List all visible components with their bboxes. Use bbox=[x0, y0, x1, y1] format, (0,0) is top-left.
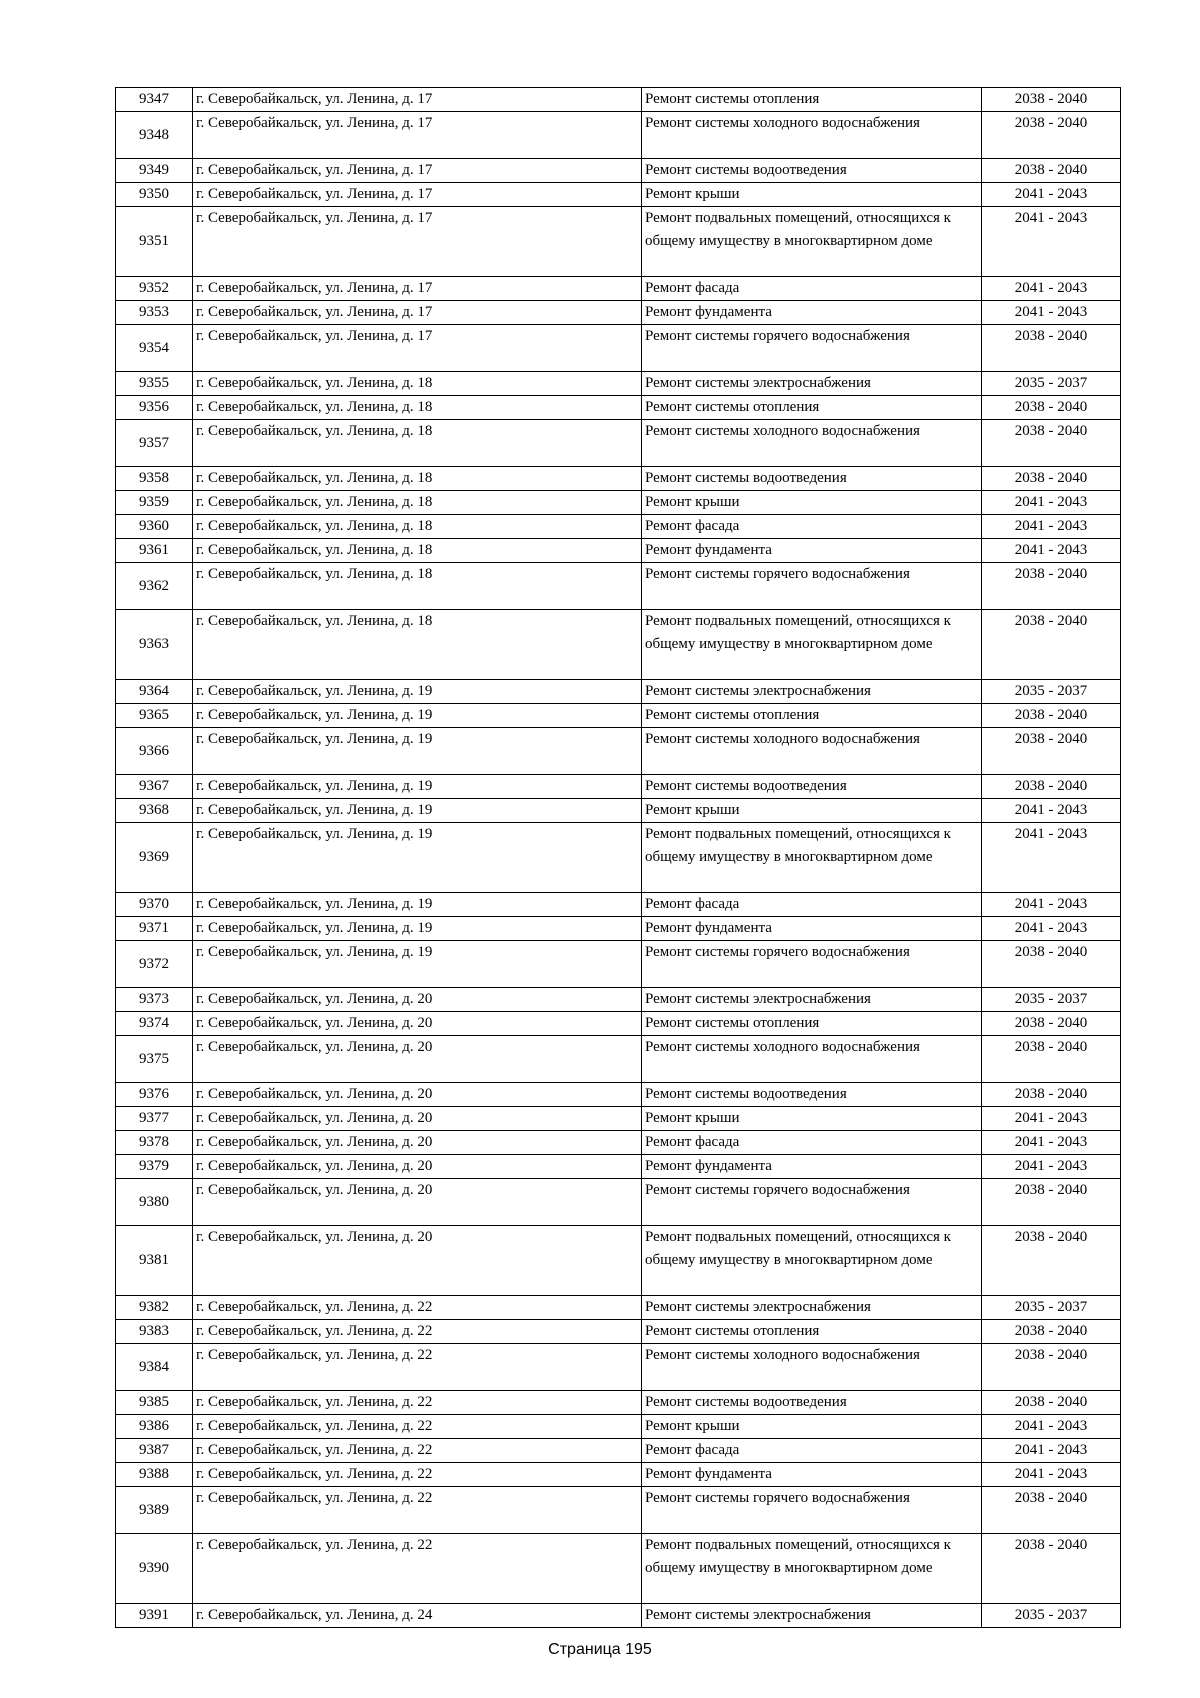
table-row bbox=[116, 1036, 1121, 1083]
address-cell: г. Северобайкальск, ул. Ленина, д. 17 bbox=[193, 277, 642, 301]
address-cell: г. Северобайкальск, ул. Ленина, д. 20 bbox=[193, 1155, 642, 1179]
address-cell: г. Северобайкальск, ул. Ленина, д. 19 bbox=[193, 823, 642, 893]
table-row bbox=[116, 1083, 1121, 1107]
table-row bbox=[116, 420, 1121, 467]
address-cell: г. Северобайкальск, ул. Ленина, д. 22 bbox=[193, 1439, 642, 1463]
table-row bbox=[116, 491, 1121, 515]
row-number-cell: 9375 bbox=[116, 1036, 193, 1083]
work-type-cell: Ремонт системы холодного водоснабжения bbox=[642, 112, 982, 159]
table-row bbox=[116, 396, 1121, 420]
work-type-cell: Ремонт системы водоотведения bbox=[642, 775, 982, 799]
period-cell: 2041 - 2043 bbox=[982, 917, 1121, 941]
address-cell: г. Северобайкальск, ул. Ленина, д. 20 bbox=[193, 1131, 642, 1155]
work-type-cell: Ремонт фундамента bbox=[642, 539, 982, 563]
work-type-cell: Ремонт фундамента bbox=[642, 917, 982, 941]
work-type-cell: Ремонт системы горячего водоснабжения bbox=[642, 325, 982, 372]
table-row bbox=[116, 277, 1121, 301]
work-type-cell: Ремонт фундамента bbox=[642, 301, 982, 325]
address-cell: г. Северобайкальск, ул. Ленина, д. 20 bbox=[193, 1226, 642, 1296]
table-row bbox=[116, 893, 1121, 917]
work-type-cell: Ремонт системы электроснабжения bbox=[642, 1604, 982, 1628]
work-type-cell: Ремонт системы водоотведения bbox=[642, 1083, 982, 1107]
work-type-cell: Ремонт фасада bbox=[642, 893, 982, 917]
row-number-cell: 9370 bbox=[116, 893, 193, 917]
address-cell: г. Северобайкальск, ул. Ленина, д. 18 bbox=[193, 563, 642, 610]
address-cell: г. Северобайкальск, ул. Ленина, д. 17 bbox=[193, 159, 642, 183]
period-cell: 2041 - 2043 bbox=[982, 301, 1121, 325]
period-cell: 2035 - 2037 bbox=[982, 372, 1121, 396]
work-type-cell: Ремонт системы водоотведения bbox=[642, 467, 982, 491]
row-number-cell: 9349 bbox=[116, 159, 193, 183]
period-cell: 2035 - 2037 bbox=[982, 1296, 1121, 1320]
address-cell: г. Северобайкальск, ул. Ленина, д. 19 bbox=[193, 941, 642, 988]
table-row bbox=[116, 183, 1121, 207]
row-number-cell: 9362 bbox=[116, 563, 193, 610]
work-type-cell: Ремонт подвальных помещений, относящихся к общему имуществу в многоквартирном доме bbox=[642, 1534, 982, 1604]
address-cell: г. Северобайкальск, ул. Ленина, д. 24 bbox=[193, 1604, 642, 1628]
address-cell: г. Северобайкальск, ул. Ленина, д. 20 bbox=[193, 988, 642, 1012]
row-number-cell: 9380 bbox=[116, 1179, 193, 1226]
period-cell: 2038 - 2040 bbox=[982, 1320, 1121, 1344]
period-cell: 2035 - 2037 bbox=[982, 680, 1121, 704]
address-cell: г. Северобайкальск, ул. Ленина, д. 22 bbox=[193, 1534, 642, 1604]
period-cell: 2038 - 2040 bbox=[982, 563, 1121, 610]
table-row bbox=[116, 1463, 1121, 1487]
row-number-cell: 9378 bbox=[116, 1131, 193, 1155]
row-number-cell: 9358 bbox=[116, 467, 193, 491]
address-cell: г. Северобайкальск, ул. Ленина, д. 18 bbox=[193, 420, 642, 467]
row-number-cell: 9355 bbox=[116, 372, 193, 396]
table-row bbox=[116, 1226, 1121, 1296]
row-number-cell: 9376 bbox=[116, 1083, 193, 1107]
work-type-cell: Ремонт системы электроснабжения bbox=[642, 372, 982, 396]
table-row bbox=[116, 159, 1121, 183]
address-cell: г. Северобайкальск, ул. Ленина, д. 22 bbox=[193, 1296, 642, 1320]
row-number-cell: 9357 bbox=[116, 420, 193, 467]
work-type-cell: Ремонт системы холодного водоснабжения bbox=[642, 1036, 982, 1083]
address-cell: г. Северобайкальск, ул. Ленина, д. 18 bbox=[193, 610, 642, 680]
table-row bbox=[116, 1320, 1121, 1344]
page-number: Страница 195 bbox=[548, 1641, 652, 1658]
work-type-cell: Ремонт системы отопления bbox=[642, 396, 982, 420]
work-type-cell: Ремонт системы отопления bbox=[642, 1012, 982, 1036]
table-row bbox=[116, 941, 1121, 988]
address-cell: г. Северобайкальск, ул. Ленина, д. 22 bbox=[193, 1320, 642, 1344]
row-number-cell: 9347 bbox=[116, 88, 193, 112]
work-type-cell: Ремонт системы электроснабжения bbox=[642, 1296, 982, 1320]
work-type-cell: Ремонт подвальных помещений, относящихся к общему имуществу в многоквартирном доме bbox=[642, 823, 982, 893]
work-type-cell: Ремонт системы электроснабжения bbox=[642, 988, 982, 1012]
work-type-cell: Ремонт крыши bbox=[642, 1415, 982, 1439]
period-cell: 2038 - 2040 bbox=[982, 704, 1121, 728]
work-type-cell: Ремонт фасада bbox=[642, 277, 982, 301]
work-type-cell: Ремонт подвальных помещений, относящихся к общему имуществу в многоквартирном доме bbox=[642, 1226, 982, 1296]
row-number-cell: 9382 bbox=[116, 1296, 193, 1320]
work-type-cell: Ремонт фундамента bbox=[642, 1155, 982, 1179]
table-row bbox=[116, 1391, 1121, 1415]
address-cell: г. Северобайкальск, ул. Ленина, д. 18 bbox=[193, 515, 642, 539]
table-row bbox=[116, 88, 1121, 112]
address-cell: г. Северобайкальск, ул. Ленина, д. 18 bbox=[193, 467, 642, 491]
row-number-cell: 9383 bbox=[116, 1320, 193, 1344]
table-row bbox=[116, 1107, 1121, 1131]
table-row bbox=[116, 823, 1121, 893]
address-cell: г. Северобайкальск, ул. Ленина, д. 22 bbox=[193, 1344, 642, 1391]
row-number-cell: 9368 bbox=[116, 799, 193, 823]
table-row bbox=[116, 1487, 1121, 1534]
row-number-cell: 9365 bbox=[116, 704, 193, 728]
address-cell: г. Северобайкальск, ул. Ленина, д. 19 bbox=[193, 799, 642, 823]
work-type-cell: Ремонт системы холодного водоснабжения bbox=[642, 420, 982, 467]
row-number-cell: 9352 bbox=[116, 277, 193, 301]
table-row bbox=[116, 301, 1121, 325]
address-cell: г. Северобайкальск, ул. Ленина, д. 19 bbox=[193, 728, 642, 775]
period-cell: 2038 - 2040 bbox=[982, 159, 1121, 183]
row-number-cell: 9371 bbox=[116, 917, 193, 941]
row-number-cell: 9348 bbox=[116, 112, 193, 159]
period-cell: 2038 - 2040 bbox=[982, 1391, 1121, 1415]
work-type-cell: Ремонт крыши bbox=[642, 491, 982, 515]
row-number-cell: 9360 bbox=[116, 515, 193, 539]
table-row bbox=[116, 1131, 1121, 1155]
period-cell: 2041 - 2043 bbox=[982, 491, 1121, 515]
address-cell: г. Северобайкальск, ул. Ленина, д. 18 bbox=[193, 491, 642, 515]
row-number-cell: 9389 bbox=[116, 1487, 193, 1534]
period-cell: 2041 - 2043 bbox=[982, 183, 1121, 207]
repair-schedule-table bbox=[115, 87, 1121, 1628]
address-cell: г. Северобайкальск, ул. Ленина, д. 17 bbox=[193, 325, 642, 372]
period-cell: 2041 - 2043 bbox=[982, 207, 1121, 277]
row-number-cell: 9386 bbox=[116, 1415, 193, 1439]
period-cell: 2041 - 2043 bbox=[982, 515, 1121, 539]
period-cell: 2038 - 2040 bbox=[982, 396, 1121, 420]
period-cell: 2041 - 2043 bbox=[982, 893, 1121, 917]
row-number-cell: 9384 bbox=[116, 1344, 193, 1391]
period-cell: 2041 - 2043 bbox=[982, 277, 1121, 301]
table-row bbox=[116, 563, 1121, 610]
work-type-cell: Ремонт фундамента bbox=[642, 1463, 982, 1487]
row-number-cell: 9366 bbox=[116, 728, 193, 775]
period-cell: 2041 - 2043 bbox=[982, 1107, 1121, 1131]
period-cell: 2041 - 2043 bbox=[982, 799, 1121, 823]
row-number-cell: 9356 bbox=[116, 396, 193, 420]
table-row bbox=[116, 207, 1121, 277]
period-cell: 2038 - 2040 bbox=[982, 610, 1121, 680]
address-cell: г. Северобайкальск, ул. Ленина, д. 19 bbox=[193, 704, 642, 728]
address-cell: г. Северобайкальск, ул. Ленина, д. 17 bbox=[193, 183, 642, 207]
table-row bbox=[116, 775, 1121, 799]
table-row bbox=[116, 1155, 1121, 1179]
row-number-cell: 9351 bbox=[116, 207, 193, 277]
work-type-cell: Ремонт системы холодного водоснабжения bbox=[642, 728, 982, 775]
work-type-cell: Ремонт подвальных помещений, относящихся к общему имуществу в многоквартирном доме bbox=[642, 207, 982, 277]
period-cell: 2038 - 2040 bbox=[982, 420, 1121, 467]
row-number-cell: 9374 bbox=[116, 1012, 193, 1036]
work-type-cell: Ремонт системы водоотведения bbox=[642, 1391, 982, 1415]
address-cell: г. Северобайкальск, ул. Ленина, д. 17 bbox=[193, 112, 642, 159]
table-row bbox=[116, 515, 1121, 539]
work-type-cell: Ремонт системы горячего водоснабжения bbox=[642, 1487, 982, 1534]
period-cell: 2041 - 2043 bbox=[982, 1415, 1121, 1439]
period-cell: 2038 - 2040 bbox=[982, 775, 1121, 799]
address-cell: г. Северобайкальск, ул. Ленина, д. 20 bbox=[193, 1107, 642, 1131]
period-cell: 2035 - 2037 bbox=[982, 988, 1121, 1012]
address-cell: г. Северобайкальск, ул. Ленина, д. 17 bbox=[193, 301, 642, 325]
work-type-cell: Ремонт системы отопления bbox=[642, 1320, 982, 1344]
table-row bbox=[116, 467, 1121, 491]
address-cell: г. Северобайкальск, ул. Ленина, д. 18 bbox=[193, 539, 642, 563]
row-number-cell: 9369 bbox=[116, 823, 193, 893]
work-type-cell: Ремонт крыши bbox=[642, 799, 982, 823]
table-row bbox=[116, 704, 1121, 728]
work-type-cell: Ремонт фасада bbox=[642, 1439, 982, 1463]
table-row bbox=[116, 1415, 1121, 1439]
row-number-cell: 9364 bbox=[116, 680, 193, 704]
work-type-cell: Ремонт фасада bbox=[642, 1131, 982, 1155]
row-number-cell: 9367 bbox=[116, 775, 193, 799]
table-row bbox=[116, 1439, 1121, 1463]
address-cell: г. Северобайкальск, ул. Ленина, д. 18 bbox=[193, 372, 642, 396]
row-number-cell: 9381 bbox=[116, 1226, 193, 1296]
address-cell: г. Северобайкальск, ул. Ленина, д. 19 bbox=[193, 917, 642, 941]
period-cell: 2038 - 2040 bbox=[982, 1534, 1121, 1604]
period-cell: 2038 - 2040 bbox=[982, 1083, 1121, 1107]
work-type-cell: Ремонт подвальных помещений, относящихся к общему имуществу в многоквартирном доме bbox=[642, 610, 982, 680]
period-cell: 2038 - 2040 bbox=[982, 1036, 1121, 1083]
table-row bbox=[116, 680, 1121, 704]
period-cell: 2038 - 2040 bbox=[982, 1012, 1121, 1036]
period-cell: 2038 - 2040 bbox=[982, 1487, 1121, 1534]
address-cell: г. Северобайкальск, ул. Ленина, д. 17 bbox=[193, 207, 642, 277]
row-number-cell: 9353 bbox=[116, 301, 193, 325]
period-cell: 2041 - 2043 bbox=[982, 1439, 1121, 1463]
address-cell: г. Северобайкальск, ул. Ленина, д. 20 bbox=[193, 1083, 642, 1107]
row-number-cell: 9363 bbox=[116, 610, 193, 680]
period-cell: 2038 - 2040 bbox=[982, 325, 1121, 372]
table-row bbox=[116, 1534, 1121, 1604]
row-number-cell: 9361 bbox=[116, 539, 193, 563]
table-row bbox=[116, 1344, 1121, 1391]
table-row bbox=[116, 325, 1121, 372]
work-type-cell: Ремонт крыши bbox=[642, 183, 982, 207]
period-cell: 2038 - 2040 bbox=[982, 1344, 1121, 1391]
period-cell: 2038 - 2040 bbox=[982, 112, 1121, 159]
table-row bbox=[116, 1179, 1121, 1226]
period-cell: 2038 - 2040 bbox=[982, 467, 1121, 491]
row-number-cell: 9350 bbox=[116, 183, 193, 207]
row-number-cell: 9372 bbox=[116, 941, 193, 988]
row-number-cell: 9379 bbox=[116, 1155, 193, 1179]
period-cell: 2038 - 2040 bbox=[982, 1226, 1121, 1296]
address-cell: г. Северобайкальск, ул. Ленина, д. 20 bbox=[193, 1179, 642, 1226]
work-type-cell: Ремонт системы отопления bbox=[642, 88, 982, 112]
address-cell: г. Северобайкальск, ул. Ленина, д. 20 bbox=[193, 1036, 642, 1083]
table-row bbox=[116, 539, 1121, 563]
period-cell: 2038 - 2040 bbox=[982, 941, 1121, 988]
row-number-cell: 9387 bbox=[116, 1439, 193, 1463]
table-row bbox=[116, 799, 1121, 823]
table-row bbox=[116, 988, 1121, 1012]
address-cell: г. Северобайкальск, ул. Ленина, д. 19 bbox=[193, 893, 642, 917]
address-cell: г. Северобайкальск, ул. Ленина, д. 22 bbox=[193, 1487, 642, 1534]
period-cell: 2041 - 2043 bbox=[982, 1463, 1121, 1487]
table-row bbox=[116, 917, 1121, 941]
address-cell: г. Северобайкальск, ул. Ленина, д. 19 bbox=[193, 775, 642, 799]
address-cell: г. Северобайкальск, ул. Ленина, д. 18 bbox=[193, 396, 642, 420]
row-number-cell: 9377 bbox=[116, 1107, 193, 1131]
row-number-cell: 9354 bbox=[116, 325, 193, 372]
row-number-cell: 9359 bbox=[116, 491, 193, 515]
table-row bbox=[116, 1604, 1121, 1628]
period-cell: 2041 - 2043 bbox=[982, 1155, 1121, 1179]
period-cell: 2038 - 2040 bbox=[982, 728, 1121, 775]
work-type-cell: Ремонт системы электроснабжения bbox=[642, 680, 982, 704]
table-body bbox=[116, 88, 1121, 1628]
table-row bbox=[116, 372, 1121, 396]
address-cell: г. Северобайкальск, ул. Ленина, д. 20 bbox=[193, 1012, 642, 1036]
address-cell: г. Северобайкальск, ул. Ленина, д. 22 bbox=[193, 1463, 642, 1487]
period-cell: 2041 - 2043 bbox=[982, 539, 1121, 563]
address-cell: г. Северобайкальск, ул. Ленина, д. 17 bbox=[193, 88, 642, 112]
table-row bbox=[116, 1012, 1121, 1036]
row-number-cell: 9373 bbox=[116, 988, 193, 1012]
period-cell: 2041 - 2043 bbox=[982, 1131, 1121, 1155]
address-cell: г. Северобайкальск, ул. Ленина, д. 22 bbox=[193, 1391, 642, 1415]
period-cell: 2038 - 2040 bbox=[982, 88, 1121, 112]
work-type-cell: Ремонт системы горячего водоснабжения bbox=[642, 941, 982, 988]
address-cell: г. Северобайкальск, ул. Ленина, д. 19 bbox=[193, 680, 642, 704]
table-row bbox=[116, 1296, 1121, 1320]
work-type-cell: Ремонт фасада bbox=[642, 515, 982, 539]
row-number-cell: 9385 bbox=[116, 1391, 193, 1415]
work-type-cell: Ремонт системы горячего водоснабжения bbox=[642, 563, 982, 610]
work-type-cell: Ремонт крыши bbox=[642, 1107, 982, 1131]
address-cell: г. Северобайкальск, ул. Ленина, д. 22 bbox=[193, 1415, 642, 1439]
row-number-cell: 9391 bbox=[116, 1604, 193, 1628]
period-cell: 2041 - 2043 bbox=[982, 823, 1121, 893]
work-type-cell: Ремонт системы холодного водоснабжения bbox=[642, 1344, 982, 1391]
table-row bbox=[116, 112, 1121, 159]
period-cell: 2038 - 2040 bbox=[982, 1179, 1121, 1226]
table-row bbox=[116, 728, 1121, 775]
period-cell: 2035 - 2037 bbox=[982, 1604, 1121, 1628]
row-number-cell: 9390 bbox=[116, 1534, 193, 1604]
table-row bbox=[116, 610, 1121, 680]
work-type-cell: Ремонт системы отопления bbox=[642, 704, 982, 728]
row-number-cell: 9388 bbox=[116, 1463, 193, 1487]
work-type-cell: Ремонт системы горячего водоснабжения bbox=[642, 1179, 982, 1226]
work-type-cell: Ремонт системы водоотведения bbox=[642, 159, 982, 183]
